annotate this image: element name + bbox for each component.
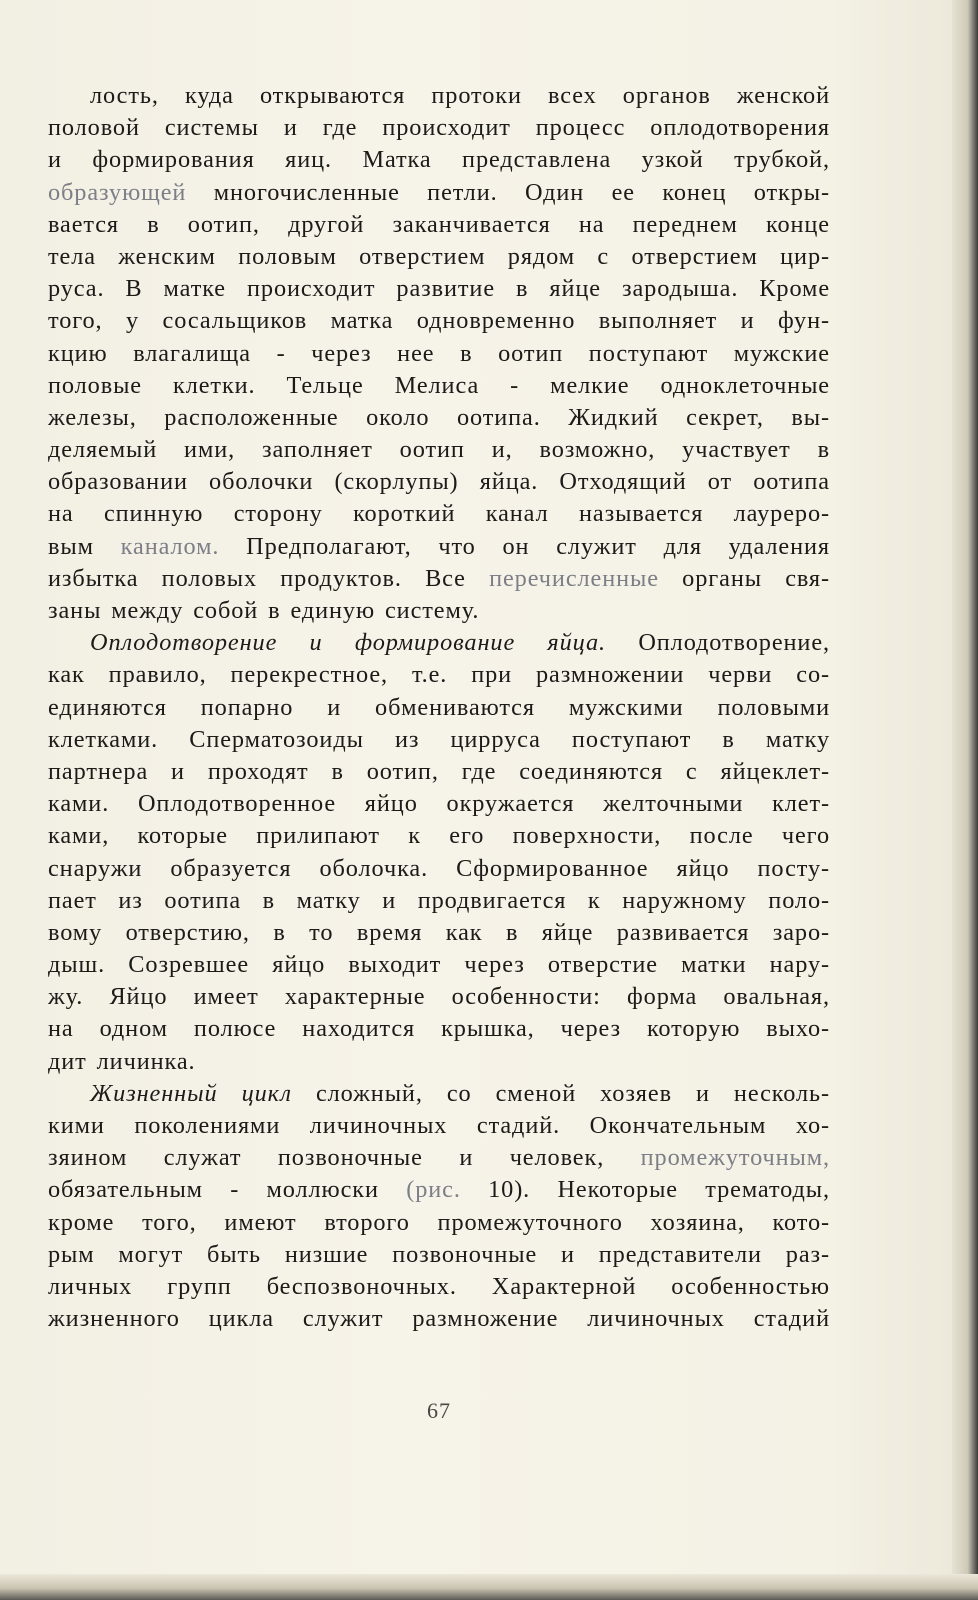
text-line: пает из оотипа в матку и продвигается к наружному поло- bbox=[48, 886, 830, 914]
text-line: тела женским половым отверстием рядом с отверстием цир- bbox=[48, 242, 830, 270]
faded-word: каналом. bbox=[120, 532, 220, 560]
text-line: вается в оотип, другой заканчивается на переднем конце bbox=[48, 210, 830, 238]
page-right-edge-shadow bbox=[952, 0, 978, 1600]
text-line: лость, куда открываются протоки всех органов женской bbox=[90, 82, 830, 109]
text-line: образовании оболочки (скорлупы) яйца. Отходящий от оотипа bbox=[48, 468, 830, 496]
text-line: руса. В матке происходит развитие в яйце зародыша. Кроме bbox=[48, 275, 830, 303]
page-number: 67 bbox=[427, 1398, 451, 1423]
text-segment: органы свя- bbox=[658, 564, 830, 592]
text-line: клетками. Сперматозоиды из цирруса поступают в матку bbox=[48, 725, 830, 753]
text-line: партнера и проходят в оотип, где соединяются с яйцеклет- bbox=[48, 757, 830, 785]
faded-word: перечисленные bbox=[489, 564, 659, 592]
text-line bbox=[48, 1078, 830, 1110]
text-segment: Предполагают, что он служит для удаления bbox=[219, 532, 830, 560]
text-line: на спинную сторону короткий канал называется лауреро- bbox=[48, 500, 830, 528]
text-line: вому отверстию, в то время как в яйце развивается заро- bbox=[48, 918, 830, 946]
text-segment: обязательным - моллюски bbox=[48, 1176, 407, 1204]
text-line: на одном полюсе находится крышка, через которую выхо- bbox=[48, 1015, 830, 1043]
faded-word: промежуточным, bbox=[640, 1144, 830, 1172]
text-line: дит личинка. bbox=[48, 1047, 196, 1075]
text-line bbox=[48, 1174, 830, 1206]
page-body-text bbox=[48, 80, 830, 1335]
text-line: снаружи образуется оболочка. Сформированное яйцо посту- bbox=[48, 854, 830, 882]
text-line: половые клетки. Тельце Мелиса - мелкие одноклеточные bbox=[48, 371, 830, 399]
text-line bbox=[48, 627, 830, 659]
text-segment: многочисленные петли. Один ее конец откры- bbox=[186, 178, 830, 206]
faded-word: образующей bbox=[48, 178, 187, 206]
text-segment: вым bbox=[48, 532, 121, 560]
text-line: и формирования яиц. Матка представлена узкой трубкой, bbox=[48, 146, 830, 174]
text-segment: зяином служат позвоночные и человек, bbox=[48, 1144, 641, 1172]
text-line bbox=[48, 563, 830, 595]
text-line: заны между собой в единую систему. bbox=[48, 597, 480, 624]
text-segment: избытка половых продуктов. Все bbox=[48, 564, 490, 592]
text-line: железы, расположенные около оотипа. Жидкий секрет, вы- bbox=[48, 403, 830, 431]
text-line: дыш. Созревшее яйцо выходит через отверстие матки нару- bbox=[48, 951, 830, 979]
text-line: кцию влагалища - через нее в оотип поступают мужские bbox=[48, 339, 830, 367]
text-line: жизненного цикла служит размножение личиночных стадий bbox=[48, 1305, 830, 1333]
text-line: единяются попарно и обмениваются мужскими половыми bbox=[48, 693, 830, 721]
page-bottom-edge-shadow bbox=[0, 1574, 978, 1600]
text-line: ками. Оплодотворенное яйцо окружается желточными клет- bbox=[48, 790, 830, 818]
text-line bbox=[48, 1142, 830, 1174]
text-line: деляемый ими, заполняет оотип и, возможно, участвует в bbox=[48, 436, 830, 464]
faded-word: (рис. bbox=[406, 1176, 461, 1204]
section-heading-life-cycle: Жизненный цикл bbox=[90, 1079, 292, 1107]
text-line: того, у сосальщиков матка одновременно выполняет и фун- bbox=[48, 307, 830, 335]
text-line bbox=[48, 177, 830, 209]
text-line: рым могут быть низшие позвоночные и представители раз- bbox=[48, 1240, 830, 1268]
text-segment: 10). Некоторые трематоды, bbox=[460, 1176, 830, 1204]
text-line: жу. Яйцо имеет характерные особенности: форма овальная, bbox=[48, 983, 830, 1011]
text-line: как правило, перекрестное, т.е. при размножении черви со- bbox=[48, 661, 830, 689]
text-segment: Оплодотворение, bbox=[606, 629, 830, 657]
text-line: личных групп беспозвоночных. Характерной особенностью bbox=[48, 1272, 830, 1300]
text-segment: сложный, со сменой хозяев и несколь- bbox=[291, 1079, 830, 1107]
text-line: ками, которые прилипают к его поверхности, после чего bbox=[48, 822, 830, 850]
text-line: половой системы и где происходит процесс оплодотворения bbox=[48, 114, 830, 142]
section-heading-fertilization: Оплодотворение и формирование яйца. bbox=[90, 629, 607, 657]
text-line: кими поколениями личиночных стадий. Окончательным хо- bbox=[48, 1112, 830, 1139]
text-line bbox=[48, 531, 830, 563]
text-line: кроме того, имеют второго промежуточного хозяина, кото- bbox=[48, 1208, 830, 1236]
